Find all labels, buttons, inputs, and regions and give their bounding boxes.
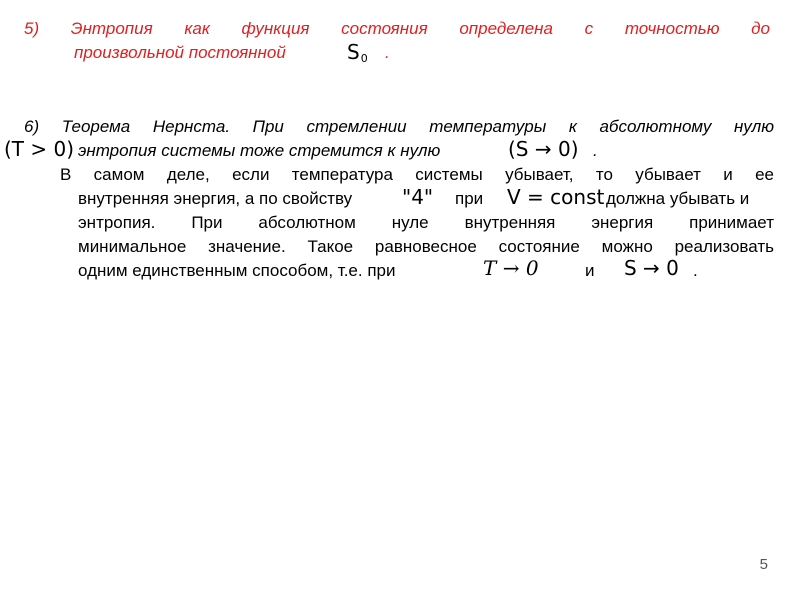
page-number: 5: [759, 556, 768, 573]
formula-v-const: V = const: [507, 185, 605, 209]
formula-S-to-0: S → 0: [624, 256, 679, 280]
para-line3: энтропия. При абсолютном нуле внутренняя энергия принимает: [78, 213, 774, 232]
item5-line2: произвольной постоянной: [74, 43, 286, 62]
para-line5-period: .: [693, 261, 698, 280]
item6-line2: энтропия системы тоже стремится к нулю: [78, 141, 441, 160]
para-line4: минимальное значение. Такое равновесное состояние можно реализовать: [78, 237, 774, 256]
item5-period: .: [385, 43, 390, 62]
para-line5-a: одним единственным способом, т.е. при: [78, 261, 396, 280]
formula-quote-4: "4": [402, 185, 434, 209]
formula-t-to-0: (T > 0): [4, 137, 75, 161]
item5-line1: 5) Энтропия как функция состояния определена с точностью до: [24, 19, 770, 38]
formula-T-to-0: T → 0: [483, 256, 539, 280]
para-line5-b: и: [585, 261, 595, 280]
para-line2-c: должна убывать и: [606, 189, 750, 208]
formula-s0: $S_0$: [347, 40, 368, 65]
para-line2-a: внутренняя энергия, а по свойству: [78, 189, 353, 208]
para-line2-b: при: [455, 189, 484, 208]
para-line1: В самом деле, если температура системы убывает, то убывает и ее: [60, 165, 774, 184]
item6-line1: 6) Теорема Нернста. При стремлении температуры к абсолютному нулю: [24, 117, 774, 136]
item6-line2-period: .: [593, 141, 598, 160]
formula-s-to-0-paren: (S → 0): [508, 137, 579, 161]
